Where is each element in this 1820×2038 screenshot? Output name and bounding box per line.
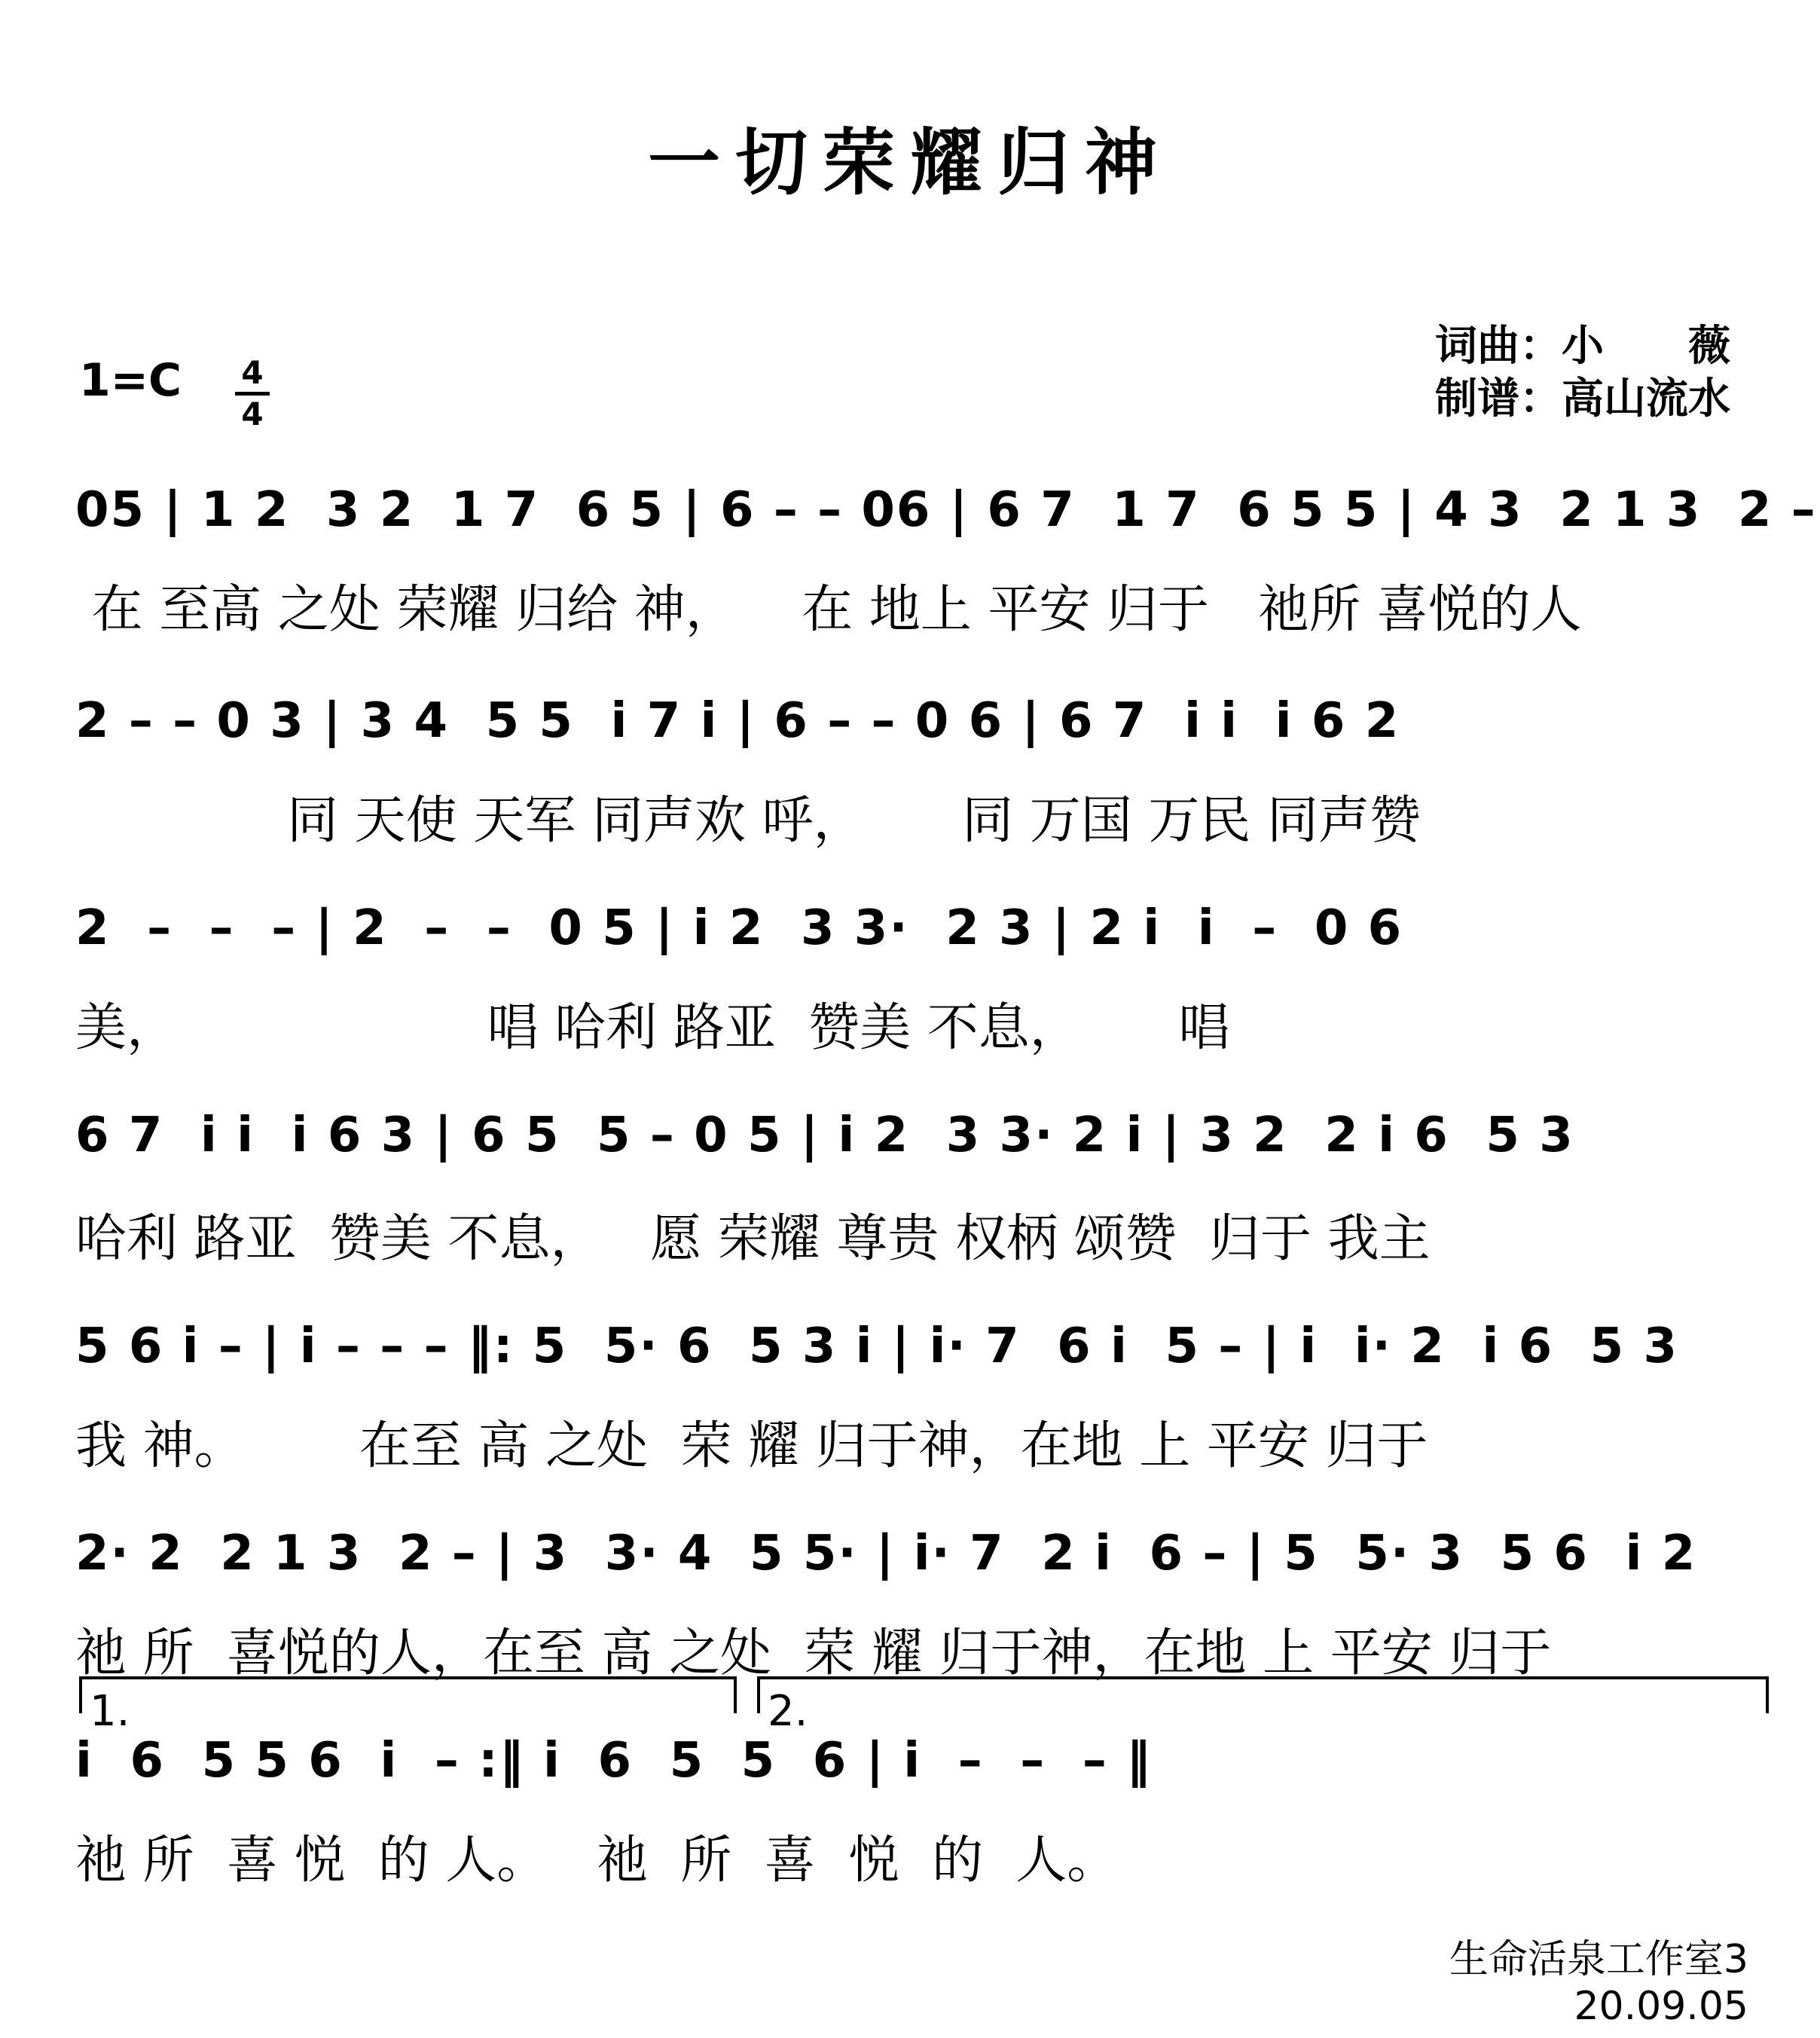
- lyrics-line-7: 祂 所 喜 悦 的 人。 祂 所 喜 悦 的 人。: [75, 1831, 1119, 1890]
- credits-lyrics-music-value: 小 薇: [1562, 322, 1730, 371]
- footer: [1449, 1936, 1748, 2030]
- volta-first-label: 1.: [90, 1687, 130, 1736]
- notation-line-5: 5 6 i – | i – – – ‖: 5 5· 6 5 3 i | i· 7 6 i 5 – | i i· 2 i 6 5 3: [75, 1318, 1678, 1374]
- credits-lyrics-music-label: 词曲：: [1435, 322, 1562, 371]
- footer-studio: 生命活泉工作室3: [1449, 1937, 1748, 1982]
- notation-line-2: 2 – – 0 3 | 3 4 5 5 i 7 i | 6 – – 0 6 | 6 7 i i i 6 2: [75, 693, 1400, 749]
- credits-lyrics-music: [1435, 320, 1730, 373]
- time-signature-bottom: 4: [241, 396, 264, 432]
- volta-second-label: 2.: [768, 1687, 808, 1736]
- volta-first-bracket: [79, 1676, 737, 1736]
- notation-line-7: i 6 5 5 6 i – :‖ i 6 5 5 6 | i – – – ‖: [75, 1733, 1153, 1789]
- credits-arranger-value: 高山流水: [1562, 374, 1730, 423]
- volta-second-bracket: [757, 1676, 1769, 1736]
- key-signature: 1=C: [79, 354, 182, 407]
- credits-arranger-label: 制谱：: [1435, 374, 1562, 423]
- song-title: 一切荣耀归神: [648, 121, 1172, 205]
- notation-line-6: 2· 2 2 1 3 2 – | 3 3· 4 5 5· | i· 7 2 i 6 – | 5 5· 3 5 6 i 2: [75, 1526, 1697, 1581]
- lyrics-line-5: 我 神。 在至 高 之处 荣 耀 归于神，在地 上 平安 归于: [75, 1416, 1428, 1476]
- credits: [1435, 320, 1730, 426]
- lyrics-line-2: 同 天使 天军 同声欢 呼， 同 万国 万民 同声赞: [75, 791, 1421, 851]
- notation-line-3: 2 – – – | 2 – – 0 5 | i 2 3 3· 2 3 | 2 i i – 0 6: [75, 900, 1403, 956]
- notation-line-4: 6 7 i i i 6 3 | 6 5 5 – 0 5 | i 2 3 3· 2 i | 3 2 2 i 6 5 3: [75, 1108, 1574, 1163]
- notation-line-1: 05 | 1 2 3 2 1 7 6 5 | 6 – – 06 | 6 7 1 7 6 5 5 | 4 3 2 1 3 2 –: [75, 482, 1817, 538]
- time-signature-top: 4: [241, 354, 264, 391]
- footer-date: 20.09.05: [1574, 1984, 1748, 2029]
- lyrics-line-3: 美， 唱 哈利 路亚 赞美 不息， 唱: [75, 998, 1230, 1058]
- lyrics-line-4: 哈利 路亚 赞美 不息， 愿 荣耀 尊贵 权柄 颂赞 归于 我主: [75, 1209, 1431, 1269]
- lyrics-line-6: 祂 所 喜悦的人，在至 高 之处 荣 耀 归于神，在地 上 平安 归于: [75, 1624, 1552, 1683]
- lyrics-line-1: 在 至高 之处 荣耀 归给 神， 在 地上 平安 归于 祂所 喜悦的人: [75, 580, 1582, 640]
- credits-arranger: [1435, 373, 1730, 426]
- time-signature: [226, 354, 279, 433]
